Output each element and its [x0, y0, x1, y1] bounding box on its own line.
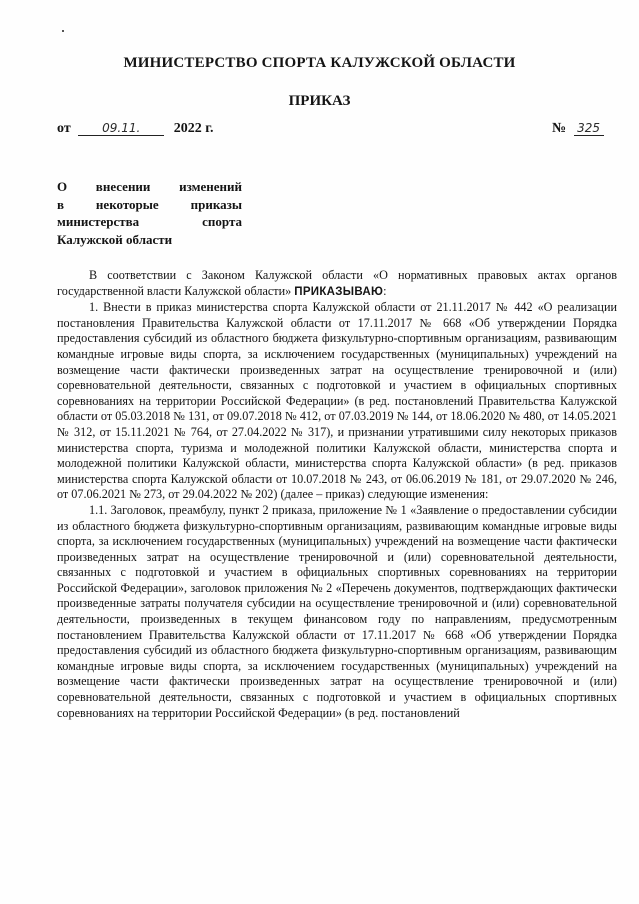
number-line	[552, 121, 604, 137]
date-line	[57, 121, 213, 137]
preamble-paragraph	[57, 268, 617, 300]
handwritten-number: 325	[574, 121, 604, 136]
preamble-end: :	[383, 283, 387, 298]
scan-speck	[62, 30, 64, 32]
ministry-title: МИНИСТЕРСТВО СПОРТА КАЛУЖСКОЙ ОБЛАСТИ	[123, 55, 516, 71]
subject-line: в некоторые приказы	[57, 196, 242, 212]
subject-line: Калужской области	[57, 231, 173, 247]
order-subject	[57, 178, 242, 248]
subject-line: О внесении изменений	[57, 179, 242, 194]
date-year: 2022 г.	[173, 121, 214, 136]
order-keyword: ПРИКАЗЫВАЮ	[294, 285, 384, 298]
number-prefix: №	[552, 121, 567, 136]
clause-1-1-paragraph: 1.1. Заголовок, преамбулу, пункт 2 приказа, приложение № 1 «Заявление о предоставлении субсидии из областного бюджета физкультурно-спортивным организациям, развивающим командные игровые виды спорта, за исключением государственных (муниципальных) учреждений на возмещение части фактически произведенных затрат на осуществление тренировочной и (или) соревновательной деятельности, связанных с подготовкой и участием в официальных спортивных соревнованиях на территории Российской Федерации», заголовок приложения № 2 «Перечень документов, подтверждающих фактически произведенные затраты получателя субсидии на осуществление тренировочной и (или) соревновательной деятельности, произведенных в текущем финансовом году по направлениям, предусмотренным постановлением Правительства Калужской области от 17.11.2017 № 668 «Об утверждении Порядка предоставления субсидий из областного бюджета физкультурно-спортивным организациям, развивающим командные игровые виды спорта, за исключением государственных (муниципальных) учреждений на возмещение части фактически произведенных затрат на осуществление тренировочной и (или) соревновательной деятельности, связанных с подготовкой и участием в официальных спортивных соревнованиях на территории Российской Федерации» (в ред. постановлений	[57, 502, 617, 720]
date-prefix: от	[57, 121, 71, 136]
subject-line: министерства спорта	[57, 214, 242, 229]
document-type: ПРИКАЗ	[288, 93, 351, 109]
handwritten-date: 09.11.	[78, 121, 164, 136]
order-body	[57, 268, 617, 721]
clause-1-paragraph: 1. Внести в приказ министерства спорта Калужской области от 21.11.2017 № 442 «О реализации постановления Правительства Калужской области от 17.11.2017 № 668 «Об утверждении Порядка предоставления субсидий из областного бюджета физкультурно-спортивным организациям, развивающим командные игровые виды спорта, за исключением государственных (муниципальных) учреждений на возмещение части фактически произведенных затрат на осуществление тренировочной и (или) соревновательной деятельности, связанных с подготовкой и участием в официальных спортивных соревнованиях на территории Российской Федерации» (в ред. постановлений Правительства Калужской области от 05.03.2018 № 131, от 09.07.2018 № 412, от 07.03.2019 № 144, от 18.06.2020 № 480, от 14.05.2021 № 312, от 15.11.2021 № 764, от 27.04.2022 № 317), и признании утратившими силу некоторых приказов министерства спорта, туризма и молодежной политики Калужской области, министерства спорта и молодежной политики Калужской области, министерства спорта Калужской области» (в ред. приказов министерства спорта Калужской области от 10.07.2018 № 243, от 06.06.2019 № 181, от 29.07.2020 № 246, от 07.06.2021 № 273, от 29.04.2022 № 202) (далее – приказ) следующие изменения:	[57, 300, 617, 502]
preamble-text: В соответствии с Законом Калужской области «О нормативных правовых актах органов государственной власти Калужской области»	[57, 268, 617, 298]
